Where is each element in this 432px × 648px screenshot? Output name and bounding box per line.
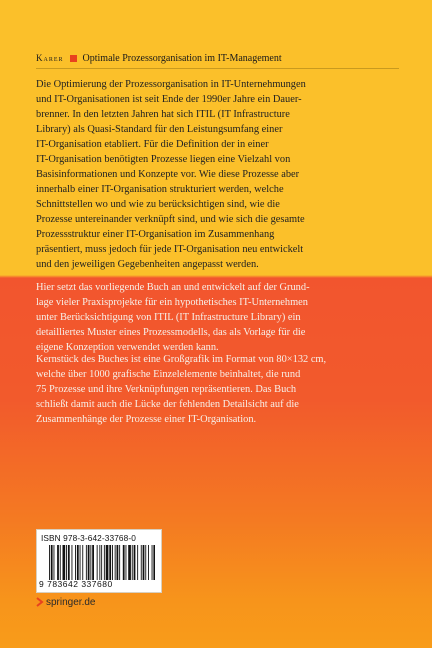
- barcode-icon: [49, 545, 155, 580]
- header-rule: [36, 68, 399, 69]
- isbn-text: ISBN 978-3-642-33768-0: [41, 533, 136, 543]
- springer-arrow-icon: [36, 597, 44, 607]
- paragraph-core: Kernstück des Buches ist eine Großgrafik im Format von 80×132 cm, welche über 1000 grafische Einzelelemente beinhaltet, die rund 75 Prozesse und ihre Verknüpfungen repräsentieren. Das Buch schließt damit auch die Lücke der fehlenden Detailsicht auf die Zusammenhänge der Prozesse einer IT-Organisation.: [36, 354, 327, 425]
- square-bullet-icon: [70, 55, 77, 62]
- paragraph-intro: Die Optimierung der Prozessorganisation in IT-Unternehmungen und IT-Organisationen ist seit Ende der 1990er Jahre ein Dauer- brenner. In den letzten Jahren hat sich ITIL (IT Infrastructure Library) als Quasi-Standard für den Leistungsumfang einer IT-Organisation etabliert. Für die Definition der in einer IT-Organisation benötigten Prozesse liegen eine Vielzahl von Basisinformationen und Konzepte vor. Wie diese Prozesse aber innerhalb einer IT-Organisation strukturiert werden, welche Schnittstellen wo und wie zu berücksichtigen sind, wie die Prozesse untereinander verknüpft sind, und wie sich die gesamte Prozessstruktur einer IT-Organisation im Zusammenhang präsentiert, muss jedoch für jede IT-Organisation neu entwickelt und den jeweiligen Gegebenheiten angepasst werden.: [36, 79, 306, 270]
- publisher-link[interactable]: [36, 595, 95, 609]
- publisher-site: springer.de: [46, 596, 96, 608]
- header: [36, 51, 282, 65]
- author-name: Karer: [36, 53, 64, 63]
- barcode-label: [36, 529, 162, 593]
- barcode-number: 9 783642 337680: [39, 579, 113, 589]
- book-title: Optimale Prozessorganisation im IT-Management: [82, 52, 282, 64]
- paragraph-approach: Hier setzt das vorliegende Buch an und entwickelt auf der Grund- lage vieler Praxisprojekte für ein hypothetisches IT-Unternehmen unter Berücksichtigung von ITIL (IT Infrastructure Library) ein detailliertes Muster eines Prozessmodells, das als Vorlage für die eigene Konzeption verwendet werden kann.: [36, 282, 310, 353]
